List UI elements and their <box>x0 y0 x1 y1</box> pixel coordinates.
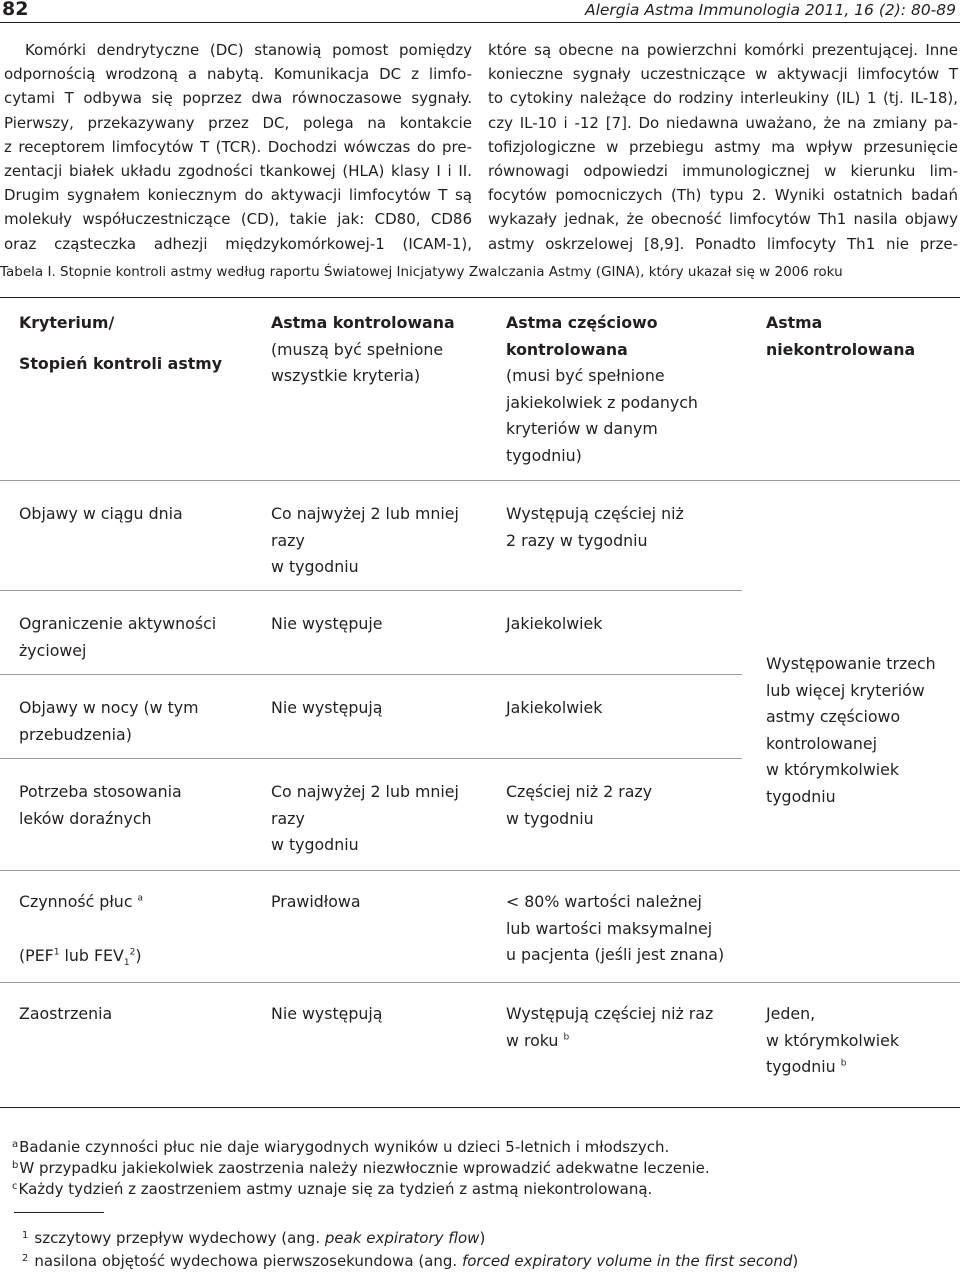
subscript: 1 <box>123 957 130 968</box>
table-note-c <box>12 1180 652 1199</box>
row-activity-controlled <box>271 611 383 638</box>
row-lung-criterion <box>19 889 143 969</box>
note-text: W przypadku jakiekolwiek zaostrzenia należy niezwłocznie wprowadzić adekwatne leczenie. <box>19 1159 710 1177</box>
text-line: równowagi odpowiedzi immunologicznej w kierunku lim- <box>488 162 958 181</box>
cell-line: w którymkolwiek <box>766 1030 899 1050</box>
fev-text: lub FEV <box>59 945 124 965</box>
cell-line: u pacjenta (jeśli jest znana) <box>506 945 725 964</box>
footnote-text: nasilona objętość wydechowa pierwszosekundowa (ang. <box>34 1252 462 1270</box>
text-line: zentacji białek układu zgodności tkankowej (HLA) klasy I i II. <box>4 162 472 181</box>
cell-line: Zaostrzenia <box>19 1004 113 1023</box>
cell-line: Co najwyżej 2 lub mniej <box>271 504 459 523</box>
row-rule <box>0 480 960 481</box>
row-day-criterion <box>19 501 183 528</box>
row-rule <box>0 982 960 983</box>
header-line: (muszą być spełnione <box>271 339 444 359</box>
cell-line: astmy częściowo <box>766 707 901 726</box>
cell-line: Objawy w nocy (w tym <box>19 698 199 717</box>
footnote-end: ) <box>792 1252 799 1270</box>
cell-line: Jakiekolwiek <box>506 698 603 717</box>
text-line: z receptorem limfocytów T (TCR). Dochodzi wówczas do pre- <box>4 137 472 156</box>
header-line: wszystkie kryteria) <box>271 366 421 385</box>
cell-line: w tygodniu <box>506 808 594 828</box>
footnote-rule <box>14 1212 104 1213</box>
row-rescue-partly <box>506 779 652 832</box>
table-bottom-rule <box>0 1107 960 1108</box>
cell-line: Objawy w ciągu dnia <box>19 504 183 523</box>
header-criterion <box>19 310 222 377</box>
text-line: Drugim sygnałem koniecznym do aktywacji limfocytów T są <box>4 186 472 205</box>
row-night-criterion <box>19 695 199 748</box>
cell-text: tygodniu <box>766 1057 836 1076</box>
row-exacerbations-uncontrolled <box>766 1001 899 1081</box>
row-exacerbations-partly <box>506 1001 713 1054</box>
header-partly-controlled <box>506 310 698 469</box>
cell-line: Występują częściej niż raz <box>506 1004 714 1023</box>
header-line: kryteriów w danym <box>506 419 658 438</box>
lung-criterion-text: Czynność płuc <box>19 892 133 911</box>
cell-line: Występowanie trzech <box>766 654 936 673</box>
text-line: konieczne sygnały uczestniczące w aktywacji limfocytów T <box>488 65 958 84</box>
paren-close: ) <box>135 945 142 965</box>
row-exacerbations-criterion <box>19 1001 112 1028</box>
header-line: Astma <box>766 313 823 332</box>
header-line: niekontrolowana <box>766 339 916 359</box>
pef-text: (PEF <box>19 945 54 965</box>
text-line: focytów pomocniczych (Th) typu 2. Wyniki ostatnich badań <box>488 186 958 205</box>
text-line: molekuły współuczestniczące (CD), takie jak: CD80, CD86 <box>4 210 472 229</box>
row-day-controlled <box>271 501 459 581</box>
row-exacerbations-controlled <box>271 1001 382 1028</box>
header-line: (musi być spełnione <box>506 366 665 385</box>
cell-line <box>766 1054 899 1081</box>
row-rescue-criterion <box>19 779 182 832</box>
row-lung-partly <box>506 889 724 969</box>
text-line: oraz cząsteczka adhezji międzykomórkowej-1 (ICAM-1), <box>4 234 472 253</box>
cell-line: Potrzeba stosowania <box>19 782 182 801</box>
table-note-a <box>12 1138 669 1157</box>
cell-text: w roku <box>506 1030 559 1050</box>
header-line: Astma częściowo <box>506 313 658 332</box>
cell-line: Występują częściej niż <box>506 504 684 523</box>
footnote-text: szczytowy przepływ wydechowy (ang. <box>34 1229 325 1247</box>
cell-line: w tygodniu <box>271 557 359 576</box>
cell-line: lub wartości maksymalnej <box>506 918 713 938</box>
row-day-partly <box>506 501 684 554</box>
note-mark: a <box>12 1139 19 1150</box>
header-criterion-line2: Stopień kontroli astmy <box>19 353 223 373</box>
footnote-mark: 2 <box>22 1253 29 1264</box>
row-activity-partly <box>506 611 602 638</box>
cell-line: w którymkolwiek <box>766 760 899 779</box>
footnote-mark: 1 <box>53 947 60 958</box>
header-line: tygodniu) <box>506 445 582 465</box>
cell-line: w tygodniu <box>271 835 359 854</box>
cell-line: < 80% wartości należnej <box>506 892 702 911</box>
cell-line: Ograniczenie aktywności <box>19 614 217 633</box>
journal-citation: Alergia Astma Immunologia 2011, 16 (2): 80-89 <box>584 1 956 19</box>
text-line: Komórki dendrytyczne (DC) stanowią pomost pomiędzy <box>25 41 472 59</box>
header-line: kontrolowana <box>506 339 628 359</box>
text-line: cytami T odbywa się poprzez dwa równoczasowe sygnały. <box>4 89 472 108</box>
cell-line <box>506 1028 713 1055</box>
cell-line: kontrolowanej <box>766 733 878 753</box>
left-text-column <box>4 38 472 256</box>
cell-line: Co najwyżej 2 lub mniej <box>271 782 459 801</box>
cell-line: Częściej niż 2 razy <box>506 782 653 801</box>
note-mark: b <box>12 1160 19 1171</box>
cell-line: Jakiekolwiek <box>506 614 603 633</box>
cell-line: razy <box>271 530 305 550</box>
text-line: odpornością wrodzoną a nabytą. Komunikacja DC z limfo- <box>4 65 472 84</box>
footnote-1 <box>22 1229 485 1248</box>
text-line: wykazały jednak, że obecność limfocytów Th1 nasila objawy <box>488 210 958 229</box>
row-rule <box>0 870 960 871</box>
cell-line: Nie występuje <box>271 614 383 633</box>
cell-line: 2 razy w tygodniu <box>506 530 648 550</box>
row-rule <box>0 758 742 759</box>
header-criterion-line1: Kryterium/ <box>19 313 115 332</box>
text-line: to cytokiny należące do rodziny interleukiny (IL) 1 (tj. IL-18), <box>488 89 958 108</box>
merged-uncontrolled-cell <box>766 651 936 810</box>
row-lung-controlled <box>271 889 361 916</box>
footnote-2 <box>22 1252 798 1271</box>
row-rule <box>0 674 742 675</box>
note-text: Badanie czynności płuc nie daje wiarygodnych wyników u dzieci 5-letnich i młodszych. <box>19 1138 670 1156</box>
right-text-column <box>488 38 958 256</box>
cell-line: Prawidłowa <box>271 892 361 911</box>
footnote-italic: peak expiratory flow <box>324 1229 480 1247</box>
cell-line: Nie występują <box>271 698 383 717</box>
cell-line <box>19 889 143 916</box>
note-text: Każdy tydzień z zaostrzeniem astmy uznaje się za tydzień z astmą niekontrolowaną. <box>18 1180 653 1198</box>
text-line: czy IL-10 i -12 [7]. Do niedawna uważano, że na zmiany pa- <box>488 113 958 132</box>
row-night-controlled <box>271 695 382 722</box>
row-activity-criterion <box>19 611 216 664</box>
header-line: Astma kontrolowana <box>271 313 455 332</box>
text-line: tofizjologiczne w przebiegu astmy ma wpływ przesunięcie <box>488 137 958 156</box>
text-line: Pierwszy, przekazywany przez DC, polega na kontakcie <box>4 113 472 132</box>
running-header <box>0 0 960 23</box>
note-mark: c <box>12 1181 18 1192</box>
cell-line: lub więcej kryteriów <box>766 680 925 700</box>
cell-line: razy <box>271 808 305 828</box>
page-number: 82 <box>2 0 29 20</box>
row-rescue-controlled <box>271 779 459 859</box>
footnote-mark: b <box>840 1058 847 1069</box>
table-caption: Tabela I. Stopnie kontroli astmy według raportu Światowej Inicjatywy Zwalczania Astmy (GINA), który ukazał się w 2006 roku <box>0 264 843 280</box>
footnote-end: ) <box>479 1229 486 1247</box>
cell-line <box>19 943 143 970</box>
cell-line: tygodniu <box>766 786 836 806</box>
cell-line: Jeden, <box>766 1004 816 1023</box>
text-line: które są obecne na powierzchni komórki prezentującej. Inne <box>488 41 958 59</box>
header-line: jakiekolwiek z podanych <box>506 392 698 412</box>
cell-line: Nie występują <box>271 1004 383 1023</box>
footnote-mark: a <box>137 893 144 904</box>
row-rule <box>0 590 742 591</box>
cell-line: przebudzenia) <box>19 724 132 744</box>
footnote-mark: 1 <box>22 1230 29 1241</box>
footnote-italic: forced expiratory volume in the first second <box>461 1252 793 1270</box>
header-controlled <box>271 310 455 390</box>
text-line: astmy oskrzelowej [8,9]. Ponadto limfocyty Th1 nie prze- <box>488 234 958 253</box>
header-uncontrolled <box>766 310 915 363</box>
row-night-partly <box>506 695 602 722</box>
table-top-rule <box>0 297 960 298</box>
cell-line: życiowej <box>19 640 87 660</box>
footnote-mark: 2 <box>129 947 136 958</box>
cell-line: leków doraźnych <box>19 808 152 828</box>
table-note-b <box>12 1159 710 1178</box>
footnote-mark: b <box>563 1032 570 1043</box>
